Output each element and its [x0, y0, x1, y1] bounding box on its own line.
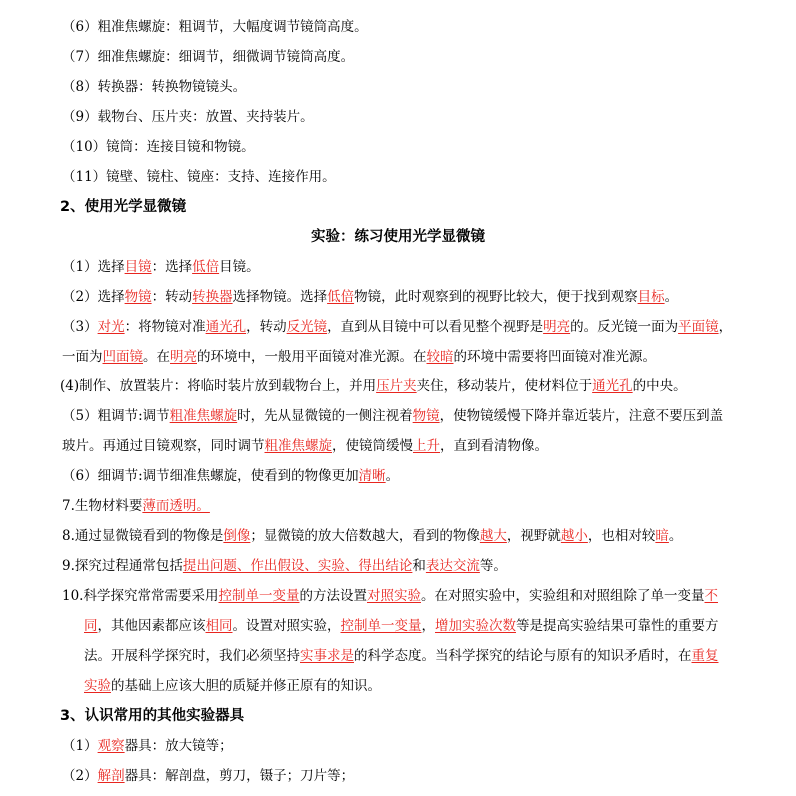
step-2-objective	[62, 287, 678, 307]
step-5-coarse	[62, 406, 723, 426]
line-text: ，直到从目镜中可以看见整个视野是	[327, 319, 544, 335]
line-text: 2、使用光学显微镜	[60, 199, 187, 215]
tool-2-dissect	[62, 766, 354, 786]
line-text: 9.探究过程通常包括	[62, 558, 183, 574]
answer-text: 控制单一变量	[218, 588, 300, 604]
line-text: 等。	[479, 558, 507, 574]
line-item-8	[62, 77, 246, 97]
step-1-eyepiece	[62, 257, 260, 277]
answer-text: 解剖	[97, 768, 125, 784]
answer-text: 提出问题、作出假设、实验、得出结论	[182, 558, 413, 574]
answer-text: 低倍	[327, 289, 355, 305]
section-heading-2	[60, 197, 186, 217]
line-text: 。	[385, 468, 400, 484]
line-text: 时，先从显微镜的一侧注视着	[237, 408, 413, 424]
answer-text: 反光镜	[286, 319, 328, 335]
answer-text: 相同	[205, 618, 233, 634]
answer-text: 对照实验	[366, 588, 421, 604]
line-text: 法。开展科学探究时，我们必须坚持	[84, 648, 300, 664]
answer-text: 平面镜	[678, 319, 719, 335]
point-10-inquiry-cont3	[84, 676, 381, 696]
line-text: ，使物镜缓慢下降并靠近装片，注意不要压到盖	[439, 408, 724, 424]
answer-text: 较暗	[426, 349, 454, 365]
line-text: 。在	[143, 349, 170, 365]
line-text: 的环境中需要将凹面镜对准光源。	[453, 349, 656, 365]
line-text: 的。反光镜一面为	[570, 319, 679, 335]
point-7-material	[62, 496, 210, 516]
line-text: 。在对照实验中，实验组和对照组除了单一变量	[420, 588, 705, 604]
line-text: （6）粗准焦螺旋：粗调节，大幅度调节镜筒高度。	[62, 19, 368, 35]
answer-text: 倒像	[223, 528, 251, 544]
line-text: 的基础上应该大胆的质疑并修正原有的知识。	[111, 678, 381, 694]
line-text: ：选择	[151, 259, 193, 275]
answer-text: 上升	[413, 438, 440, 454]
answer-text: 物镜	[412, 408, 440, 424]
line-item-11	[62, 167, 336, 187]
line-text: 3、认识常用的其他实验器具	[60, 708, 245, 724]
answer-text: 目镜	[124, 259, 152, 275]
line-text: （6）细调节:调节细准焦螺旋，使看到的物像更加	[62, 468, 359, 484]
answer-text: 越小	[560, 528, 588, 544]
line-text: ，直到看清物像。	[440, 438, 548, 454]
line-text: ，	[421, 618, 435, 634]
answer-text: 凹面镜	[102, 349, 143, 365]
line-item-9	[62, 107, 314, 127]
point-10-inquiry-cont2	[84, 646, 719, 666]
answer-text: 同	[84, 618, 98, 634]
line-text: （2）	[62, 768, 98, 784]
answer-text: 观察	[97, 738, 125, 754]
line-text: ，其他因素都应该	[97, 618, 206, 634]
line-text: （10）镜筒：连接目镜和物镜。	[62, 139, 255, 155]
point-10-inquiry-cont1	[84, 616, 719, 636]
line-text: 10.科学探究常常需要采用	[62, 588, 219, 604]
line-text: ，	[718, 319, 733, 335]
line-text: ，转动	[246, 319, 287, 335]
step-5-coarse-cont	[62, 436, 548, 456]
line-text: 。	[668, 528, 683, 544]
line-text: （8）转换器：转换物镜镜头。	[62, 79, 247, 95]
answer-text: 压片夹	[376, 378, 417, 394]
line-text: ：将物镜对准	[124, 319, 206, 335]
step-3-light	[62, 317, 732, 337]
step-6-fine	[62, 466, 399, 486]
line-text: 的环境中，一般用平面镜对准光源。在	[197, 349, 427, 365]
answer-text: 通光孔	[205, 319, 247, 335]
line-text: (4)制作、放置装片：将临时装片放到载物台上，并用	[60, 378, 377, 394]
point-10-inquiry	[62, 586, 718, 606]
point-9-process	[62, 556, 507, 576]
point-8-image	[62, 526, 682, 546]
line-text: 等是提高实验结果可靠性的重要方	[516, 618, 719, 634]
line-text: （5）粗调节:调节	[62, 408, 170, 424]
answer-text: 物镜	[124, 289, 152, 305]
step-3-light-cont	[62, 347, 656, 367]
line-item-6	[62, 17, 368, 37]
answer-text: 重复	[691, 648, 719, 664]
line-text: （3）	[62, 319, 98, 335]
answer-text: 清晰	[358, 468, 386, 484]
line-text: 器具：解剖盘，剪刀，镊子；刀片等；	[124, 768, 355, 784]
answer-text: 粗准焦螺旋	[264, 438, 332, 454]
line-text: （1）选择	[62, 259, 125, 275]
line-text: （7）细准焦螺旋：细调节，细微调节镜筒高度。	[62, 49, 355, 65]
answer-text: 明亮	[170, 349, 197, 365]
answer-text: 表达交流	[425, 558, 480, 574]
line-text: 8.通过显微镜看到的物像是	[62, 528, 224, 544]
section-heading-3	[60, 706, 244, 726]
line-text: 器具：放大镜等；	[124, 738, 233, 754]
answer-text: 增加实验次数	[435, 618, 516, 634]
answer-text: 实事求是	[300, 648, 354, 664]
line-text: 一面为	[62, 349, 103, 365]
line-text: 的科学态度。当科学探究的结论与原有的知识矛盾时，在	[354, 648, 692, 664]
line-item-7	[62, 47, 354, 67]
answer-text: 明亮	[543, 319, 571, 335]
line-text: ；显微镜的放大倍数越大，看到的物像	[250, 528, 480, 544]
answer-text: 转换器	[192, 289, 233, 305]
line-text: （1）	[62, 738, 98, 754]
answer-text: 薄而透明。	[142, 498, 210, 514]
answer-text: 控制单一变量	[340, 618, 422, 634]
line-text: ，视野就	[506, 528, 561, 544]
line-text: 目镜。	[219, 259, 260, 275]
answer-text: 对光	[97, 319, 125, 335]
line-text: （11）镜壁、镜柱、镜座：支持、连接作用。	[62, 169, 336, 185]
line-text: 的中央。	[632, 378, 687, 394]
line-text: （2）选择	[62, 289, 125, 305]
answer-text: 不	[704, 588, 718, 604]
line-text: 实验：练习使用光学显微镜	[311, 229, 485, 245]
line-text: 物镜，此时观察到的视野比较大，便于找到观察	[354, 289, 638, 305]
line-text: 夹住，移动装片，使材料位于	[416, 378, 593, 394]
line-text: 。	[664, 289, 679, 305]
answer-text: 暗	[655, 528, 669, 544]
line-text: （9）载物台、压片夹：放置、夹持装片。	[62, 109, 314, 125]
line-text: 的方法设置	[299, 588, 367, 604]
line-text: 玻片。再通过目镜观察，同时调节	[62, 438, 265, 454]
line-text: 7.生物材料要	[62, 498, 143, 514]
experiment-title	[0, 227, 796, 247]
line-text: 和	[412, 558, 426, 574]
step-4-slide	[60, 376, 687, 396]
line-text: ：转动	[151, 289, 193, 305]
line-item-10	[62, 137, 255, 157]
line-text: ，也相对较	[587, 528, 656, 544]
tool-1-observe	[62, 736, 233, 756]
answer-text: 实验	[84, 678, 111, 694]
answer-text: 粗准焦螺旋	[169, 408, 238, 424]
answer-text: 目标	[637, 289, 665, 305]
answer-text: 越大	[479, 528, 507, 544]
answer-text: 低倍	[192, 259, 220, 275]
line-text: 选择物镜。选择	[232, 289, 328, 305]
answer-text: 通光孔	[592, 378, 633, 394]
line-text: ，使镜筒缓慢	[332, 438, 413, 454]
line-text: 。设置对照实验，	[232, 618, 341, 634]
